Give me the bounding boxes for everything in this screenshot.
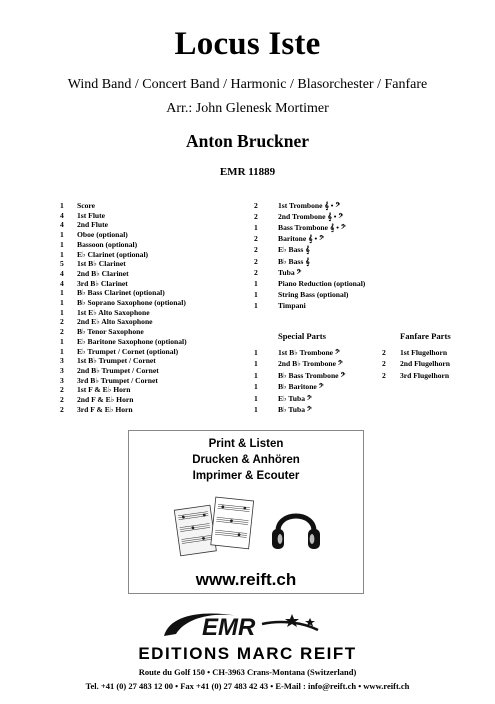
part-quantity: 2 bbox=[254, 201, 258, 210]
part-quantity: 2 bbox=[60, 395, 64, 404]
part-quantity: 1 bbox=[60, 298, 64, 307]
promo-line-english: Print & Listen bbox=[208, 438, 284, 450]
part-name: 3rd B♭ Clarinet bbox=[77, 278, 128, 288]
part-quantity: 1 bbox=[254, 278, 258, 288]
part-name: 2nd Trombone 𝄞 • 𝄢 bbox=[278, 212, 344, 222]
part-name: 1st Flugelhorn bbox=[400, 348, 448, 357]
part-name: 3rd B♭ Trumpet / Cornet bbox=[77, 375, 158, 385]
part-name: E♭ Trumpet / Cornet (optional) bbox=[77, 346, 179, 356]
part-name: E♭ Bass 𝄞 bbox=[278, 245, 310, 255]
fanfare-parts-heading: Fanfare Parts bbox=[400, 331, 451, 341]
part-quantity: 1 bbox=[60, 230, 64, 240]
composer-name: Anton Bruckner bbox=[186, 131, 309, 151]
part-quantity: 1 bbox=[254, 223, 258, 233]
piece-title: Locus Iste bbox=[174, 26, 321, 62]
part-name: 3rd F & E♭ Horn bbox=[77, 404, 133, 414]
ensemble-subtitle: Wind Band / Concert Band / Harmonic / Blasorchester / Fanfare bbox=[67, 77, 428, 92]
part-name: 3rd Flugelhorn bbox=[400, 370, 450, 380]
part-name: B♭ Bass Trombone 𝄢 bbox=[278, 370, 346, 380]
part-name: 2nd E♭ Alto Saxophone bbox=[77, 317, 153, 327]
part-quantity: 2 bbox=[382, 348, 386, 357]
publisher-name: EDITIONS MARC REIFT bbox=[138, 644, 357, 663]
part-quantity: 1 bbox=[60, 336, 64, 346]
part-quantity: 2 bbox=[254, 256, 258, 266]
part-name: 2nd Flugelhorn bbox=[400, 359, 451, 369]
part-name: Score bbox=[77, 201, 95, 210]
part-quantity: 1 bbox=[254, 289, 258, 299]
part-quantity: 1 bbox=[60, 346, 64, 356]
headphones-icon bbox=[269, 499, 323, 555]
part-quantity: 2 bbox=[254, 267, 258, 277]
part-quantity: 2 bbox=[254, 212, 258, 222]
part-quantity: 4 bbox=[60, 210, 64, 220]
part-name: 1st B♭ Trumpet / Cornet bbox=[77, 356, 156, 366]
sheet-music-icon bbox=[173, 491, 259, 557]
part-name: Tuba 𝄢 bbox=[278, 267, 302, 277]
arranger-line: Arr.: John Glenesk Mortimer bbox=[166, 101, 329, 116]
part-quantity: 2 bbox=[60, 317, 64, 327]
part-quantity: 2 bbox=[254, 245, 258, 255]
part-quantity: 1 bbox=[60, 201, 64, 210]
part-name: B♭ Soprano Saxophone (optional) bbox=[77, 298, 186, 307]
part-name: E♭ Tuba 𝄢 bbox=[278, 393, 312, 403]
part-quantity: 1 bbox=[60, 239, 64, 249]
website-link[interactable]: www.reift.ch bbox=[195, 570, 297, 589]
publisher-address: Route du Golf 150 • CH-3963 Crans-Montana (Switzerland) bbox=[138, 667, 357, 677]
part-quantity: 1 bbox=[254, 348, 258, 357]
part-name: 1st E♭ Alto Saxophone bbox=[77, 307, 150, 317]
part-quantity: 3 bbox=[60, 375, 64, 385]
part-name: 1st Trombone 𝄞 • 𝄢 bbox=[278, 201, 341, 210]
part-name: B♭ Baritone 𝄢 bbox=[278, 382, 324, 392]
part-name: 2nd B♭ Clarinet bbox=[77, 268, 129, 278]
promo-line-german: Drucken & Anhören bbox=[192, 454, 300, 466]
part-quantity: 5 bbox=[60, 259, 64, 269]
part-quantity: 1 bbox=[254, 382, 258, 392]
part-name: E♭ Baritone Saxophone (optional) bbox=[77, 336, 187, 346]
part-name: Baritone 𝄞 • 𝄢 bbox=[278, 234, 324, 244]
part-quantity: 1 bbox=[254, 359, 258, 369]
publisher-contact: Tel. +41 (0) 27 483 12 00 • Fax +41 (0) 27 483 42 43 • E-Mail : info@reift.ch • www.reift.ch bbox=[85, 681, 410, 691]
catalog-number: EMR 11889 bbox=[219, 166, 276, 178]
part-name: 2nd B♭ Trumpet / Cornet bbox=[77, 365, 159, 375]
part-quantity: 1 bbox=[60, 249, 64, 259]
part-quantity: 2 bbox=[254, 234, 258, 244]
part-name: 2nd F & E♭ Horn bbox=[77, 395, 134, 404]
part-name: 2nd Flute bbox=[77, 220, 109, 230]
part-name: 1st B♭ Clarinet bbox=[77, 259, 126, 269]
part-name: Oboe (optional) bbox=[77, 230, 128, 240]
part-quantity: 1 bbox=[60, 307, 64, 317]
part-quantity: 1 bbox=[254, 393, 258, 403]
part-quantity: 4 bbox=[60, 278, 64, 288]
emr-logo-icon bbox=[142, 608, 352, 642]
part-name: 1st Flute bbox=[77, 210, 106, 220]
part-quantity: 4 bbox=[60, 268, 64, 278]
part-quantity: 2 bbox=[60, 327, 64, 337]
part-quantity: 1 bbox=[254, 300, 258, 310]
part-quantity: 2 bbox=[382, 359, 386, 369]
part-name: String Bass (optional) bbox=[278, 289, 349, 299]
part-quantity: 4 bbox=[60, 220, 64, 230]
part-name: B♭ Bass 𝄞 bbox=[278, 256, 310, 266]
part-name: Piano Reduction (optional) bbox=[278, 278, 366, 288]
part-name: Timpani bbox=[278, 300, 306, 310]
part-quantity: 3 bbox=[60, 365, 64, 375]
print-listen-box[interactable] bbox=[128, 430, 364, 594]
part-name: B♭ Tenor Saxophone bbox=[77, 327, 144, 337]
part-quantity: 3 bbox=[60, 356, 64, 366]
part-name: 2nd B♭ Trombone 𝄢 bbox=[278, 359, 343, 369]
special-parts-heading: Special Parts bbox=[278, 331, 326, 341]
part-quantity: 1 bbox=[60, 288, 64, 298]
part-name: 1st F & E♭ Horn bbox=[77, 385, 131, 395]
promo-line-french: Imprimer & Ecouter bbox=[192, 470, 300, 482]
part-name: B♭ Bass Clarinet (optional) bbox=[77, 288, 165, 298]
part-quantity: 1 bbox=[254, 370, 258, 380]
part-quantity: 1 bbox=[254, 405, 258, 414]
part-quantity: 2 bbox=[382, 370, 386, 380]
part-quantity: 2 bbox=[60, 404, 64, 414]
part-name: E♭ Clarinet (optional) bbox=[77, 249, 149, 259]
part-quantity: 2 bbox=[60, 385, 64, 395]
part-name: B♭ Tuba 𝄢 bbox=[278, 405, 312, 414]
logo-mark-text: EMR bbox=[202, 614, 256, 641]
part-name: Bassoon (optional) bbox=[77, 239, 138, 249]
part-name: 1st B♭ Trombone 𝄢 bbox=[278, 348, 340, 357]
part-name: Bass Trombone 𝄞 • 𝄢 bbox=[278, 223, 346, 233]
